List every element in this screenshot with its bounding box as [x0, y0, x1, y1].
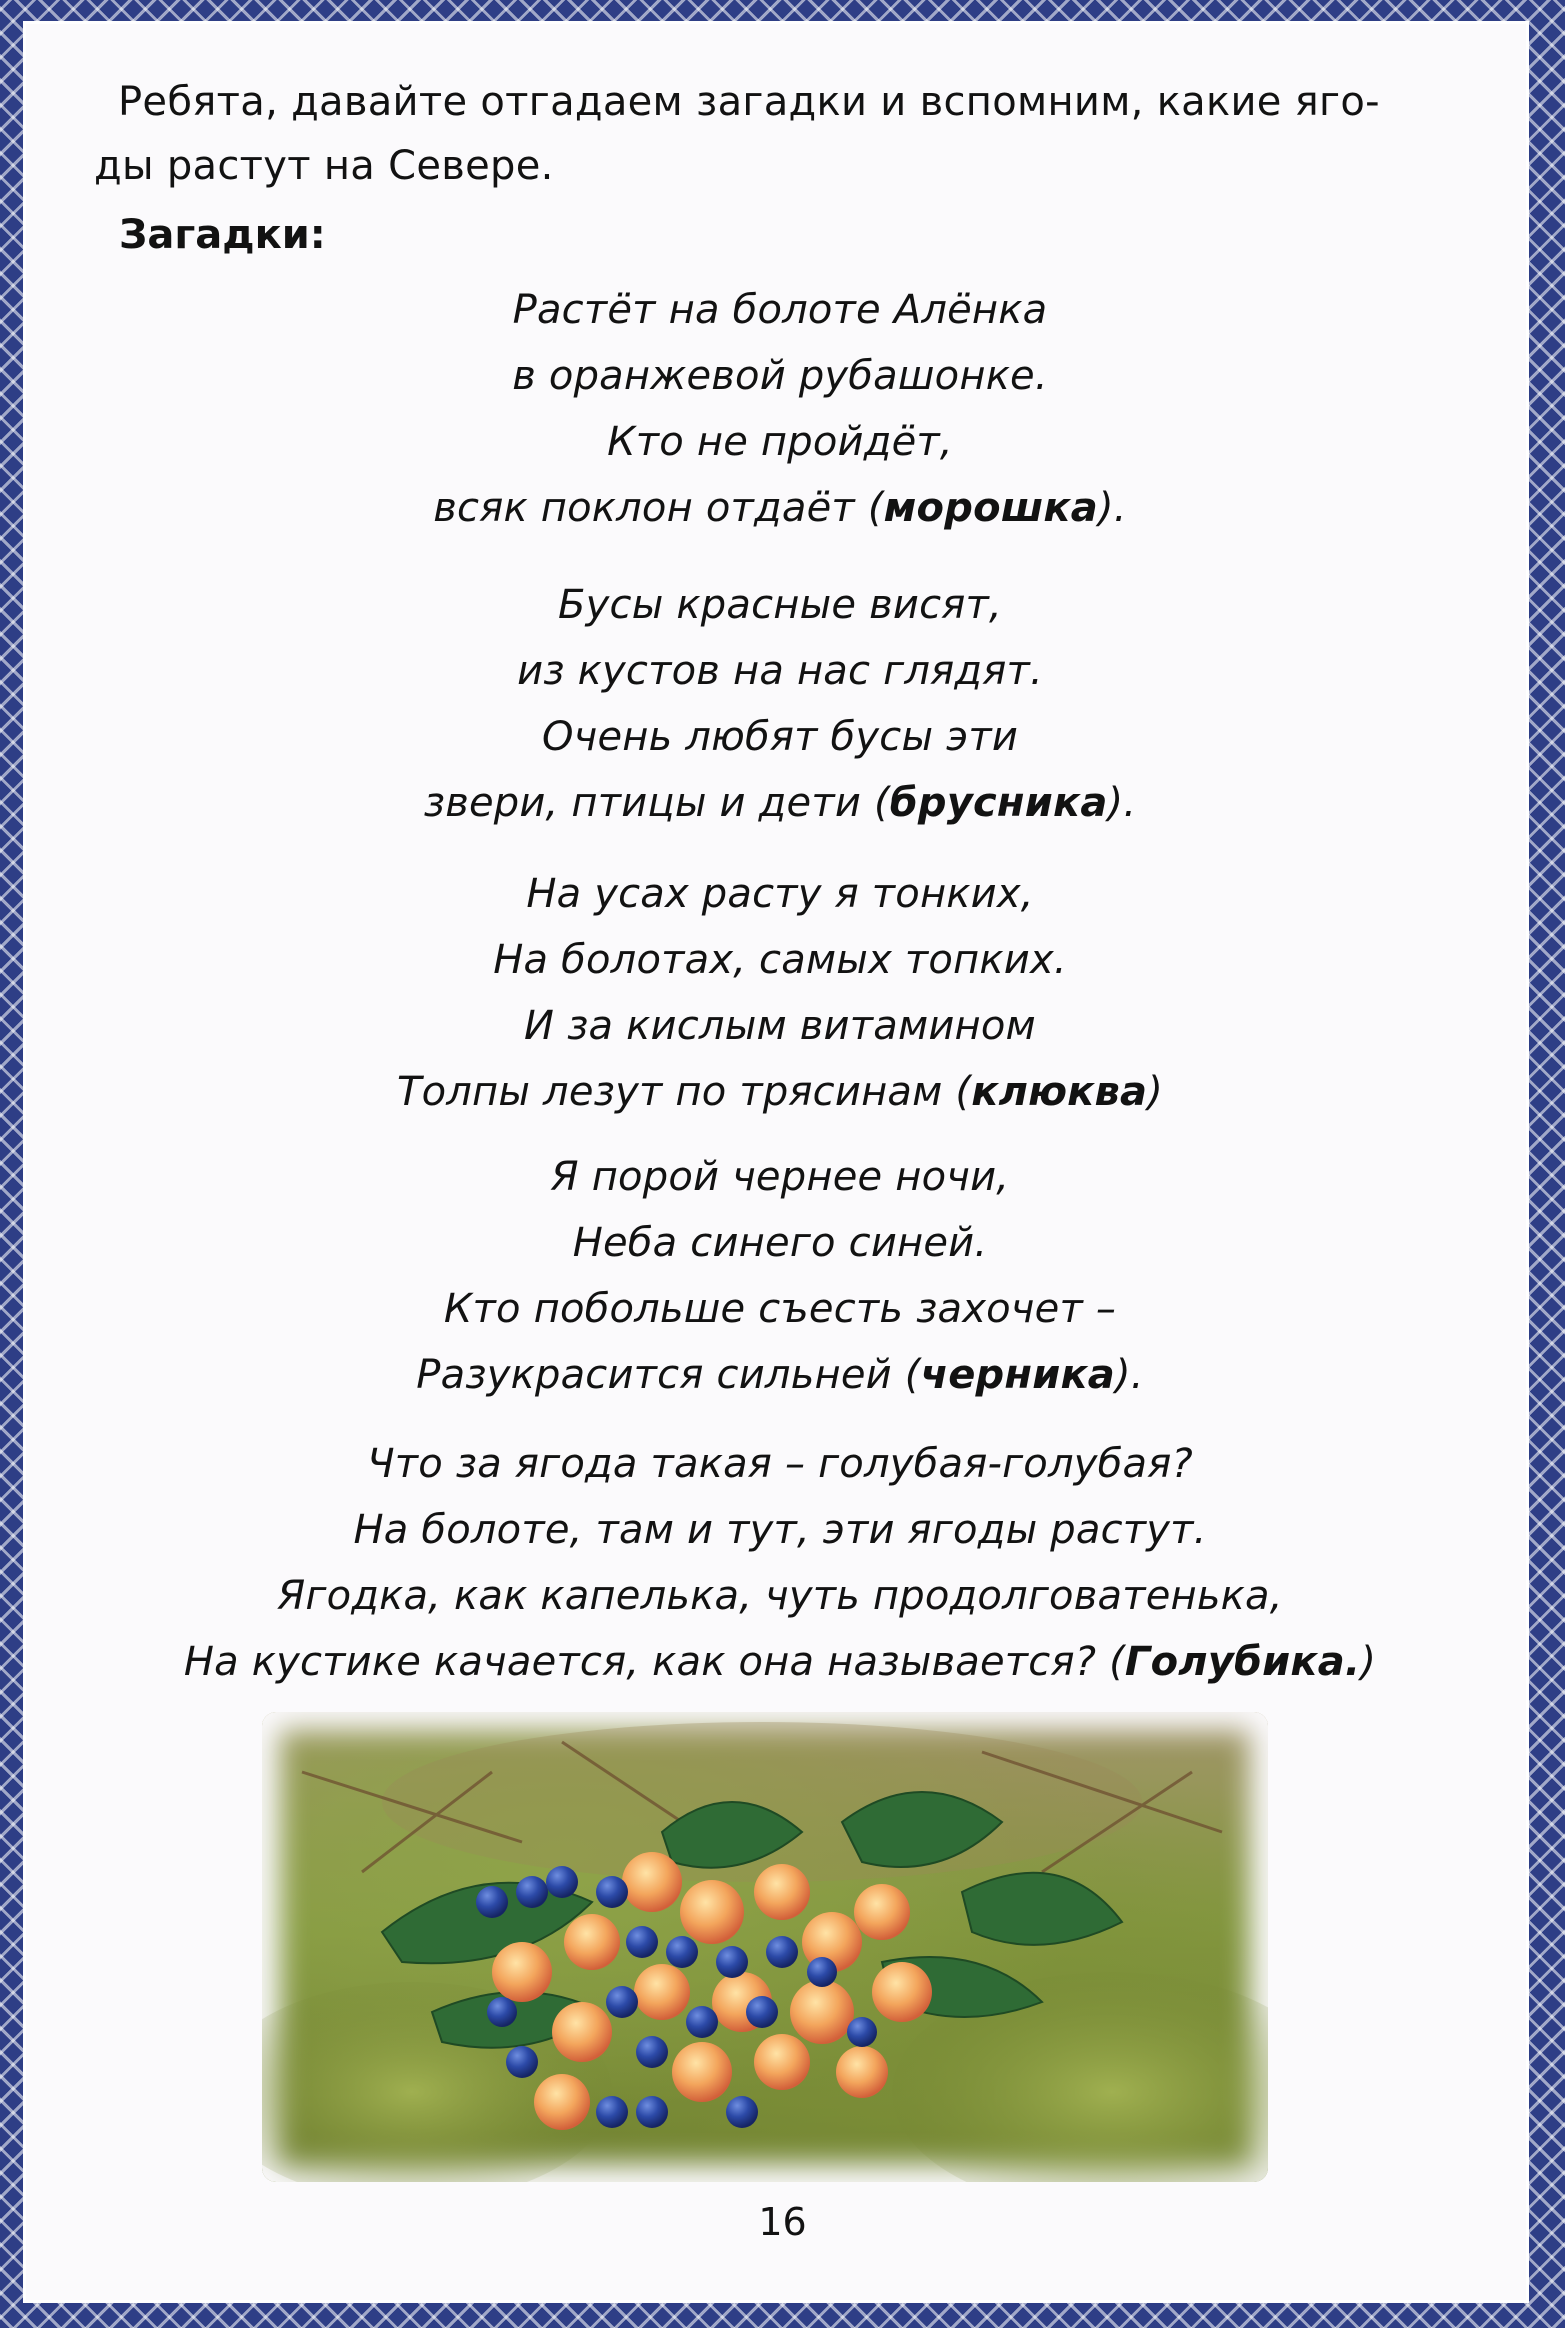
berries-photo: [262, 1712, 1268, 2182]
riddle-3: [0, 861, 1560, 1125]
riddle-line-suffix: ): [1147, 1069, 1164, 1115]
riddle-line: На болоте, там и тут, эти ягоды растут.: [353, 1507, 1207, 1553]
riddle-line-prefix: всяк поклон отдаёт (: [433, 485, 884, 531]
riddle-answer: Голубика.: [1124, 1639, 1361, 1685]
riddle-answer-line: [0, 475, 1560, 541]
riddle-line-suffix: ).: [1107, 780, 1137, 826]
riddle-line-prefix: Толпы лезут по трясинам (: [396, 1069, 972, 1115]
intro-line-1: Ребята, давайте отгадаем загадки и вспомним, какие яго-: [118, 79, 1380, 125]
riddle-answer: клюква: [971, 1069, 1148, 1115]
riddle-answer: морошка: [883, 485, 1098, 531]
riddle-answer-line: [0, 1629, 1560, 1695]
riddle-line: Очень любят бусы эти: [541, 714, 1019, 760]
intro-paragraph: [94, 70, 1428, 198]
riddle-answer: брусника: [889, 780, 1108, 826]
riddle-line: Неба синего синей.: [572, 1220, 988, 1266]
riddle-line-prefix: звери, птицы и дети (: [423, 780, 890, 826]
riddle-answer-line: [0, 770, 1560, 836]
riddle-1: [0, 277, 1560, 541]
riddle-line-prefix: На кустике качается, как она называется? (: [183, 1639, 1125, 1685]
riddle-line: И за кислым витамином: [524, 1003, 1036, 1049]
riddle-answer-line: [0, 1342, 1560, 1408]
riddle-line: Ягодка, как капелька, чуть продолговатенька,: [277, 1573, 1283, 1619]
riddle-line: Что за ягода такая – голубая-голубая?: [367, 1441, 1193, 1487]
riddle-line-suffix: ).: [1097, 485, 1127, 531]
riddle-line: в оранжевой рубашонке.: [512, 353, 1048, 399]
riddle-5: [0, 1431, 1560, 1695]
riddle-4: [0, 1144, 1560, 1408]
riddle-line-prefix: Разукрасится сильней (: [416, 1352, 921, 1398]
riddle-line: из кустов на нас глядят.: [517, 648, 1043, 694]
riddle-line-suffix: ).: [1115, 1352, 1144, 1398]
riddle-line: Бусы красные висят,: [558, 582, 1002, 628]
riddle-answer: черника: [920, 1352, 1115, 1398]
riddle-line: Кто не пройдёт,: [607, 419, 953, 465]
berries-illustration: [262, 1712, 1268, 2182]
riddle-line: Кто побольше съесть захочет –: [443, 1286, 1117, 1332]
riddle-line-suffix: ): [1360, 1639, 1377, 1685]
intro-line-2: ды растут на Севере.: [94, 143, 554, 189]
page-number: 16: [758, 2200, 807, 2244]
riddle-line: На усах расту я тонких,: [526, 871, 1034, 917]
riddle-line: На болотах, самых топких.: [493, 937, 1067, 983]
riddle-2: [0, 572, 1560, 836]
riddle-line: Растёт на болоте Алёнка: [512, 287, 1048, 333]
riddle-line: Я порой чернее ночи,: [550, 1154, 1010, 1200]
riddles-heading: Загадки:: [119, 212, 326, 258]
berry-cluster: [476, 1852, 932, 2130]
riddle-answer-line: [0, 1059, 1560, 1125]
